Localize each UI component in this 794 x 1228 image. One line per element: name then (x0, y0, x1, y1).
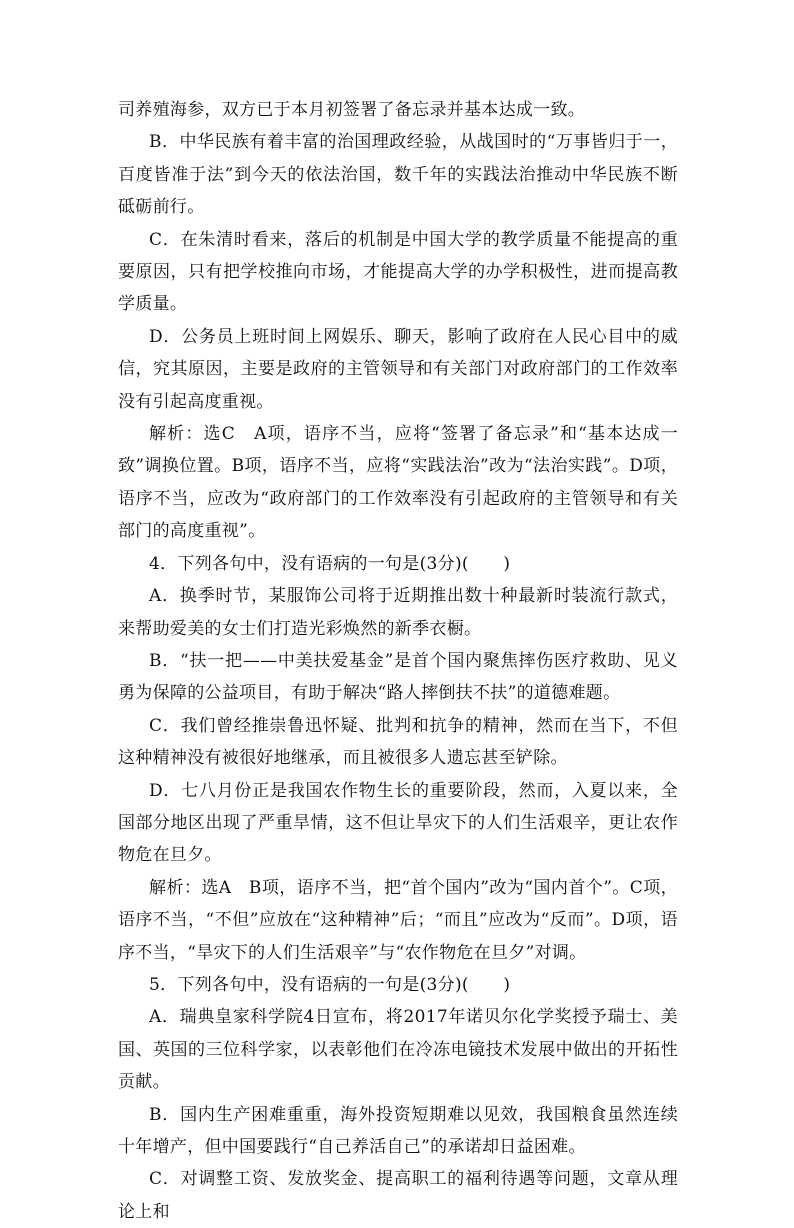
question-5: 5．下列各句中，没有语病的一句是(3分)( ) (149, 974, 511, 995)
option-b-q5: B．国内生产困难重重，海外投资短期难以见效，我国粮食虽然连续十年增产，但中国要践行“自己养活自己”的承诺却日益困难。 (118, 1104, 678, 1157)
option-c-q3: C．在朱清时看来，落后的机制是中国大学的教学质量不能提高的重要原因，只有把学校推向市场，才能提高大学的办学积极性，进而提高教学质量。 (118, 229, 678, 315)
option-d-q3: D．公务员上班时间上网娱乐、聊天，影响了政府在人民心目中的威信，究其原因，主要是政府的主管领导和有关部门对政府部门的工作效率没有引起高度重视。 (118, 326, 678, 412)
option-b-q3: B．中华民族有着丰富的治国理政经验，从战国时的“万事皆归于一，百度皆准于法”到今天的依法治国，数千年的实践法治推动中华民族不断砥砺前行。 (118, 132, 678, 218)
question-4: 4．下列各句中，没有语病的一句是(3分)( ) (149, 553, 511, 574)
option-a-q4: A．换季时节，某服饰公司将于近期推出数十种最新时装流行款式，来帮助爱美的女士们打造光彩焕然的新季衣橱。 (118, 586, 678, 639)
analysis-q4: 解析：选A B项，语序不当，把“首个国内”改为“国内首个”。C项，语序不当，“不但”应放在“这种精神”后；“而且”应改为“反而”。D项，语序不当，“旱灾下的人们生活艰辛”与“农作物危在旦夕”对调。 (118, 877, 678, 963)
option-c-q5: C．对调整工资、发放奖金、提高职工的福利待遇等问题，文章从理论上和 (118, 1169, 678, 1222)
document-body (118, 94, 678, 1228)
option-a-q5: A．瑞典皇家科学院4日宣布，将2017年诺贝尔化学奖授予瑞士、美国、英国的三位科学家，以表彰他们在冷冻电镜技术发展中做出的开拓性贡献。 (118, 1007, 678, 1093)
option-d-q4: D．七八月份正是我国农作物生长的重要阶段，然而，入夏以来，全国部分地区出现了严重旱情，这不但让旱灾下的人们生活艰辛，更让农作物危在旦夕。 (118, 780, 678, 866)
analysis-q3: 解析：选C A项，语序不当，应将“签署了备忘录”和“基本达成一致”调换位置。B项，语序不当，应将“实践法治”改为“法治实践”。D项，语序不当，应改为“政府部门的工作效率没有引起政府的主管领导和有关部门的高度重视”。 (118, 424, 678, 542)
option-c-q4: C．我们曾经推崇鲁迅怀疑、批判和抗争的精神，然而在当下，不但这种精神没有被很好地继承，而且被很多人遗忘甚至铲除。 (118, 715, 678, 769)
option-b-q4: B．“扶一把——中美扶爱基金”是首个国内聚焦摔伤医疗救助、见义勇为保障的公益项目，有助于解决“路人摔倒扶不扶”的道德难题。 (118, 650, 678, 704)
paragraph-continuation: 司养殖海参，双方已于本月初签署了备忘录并基本达成一致。 (118, 100, 586, 120)
